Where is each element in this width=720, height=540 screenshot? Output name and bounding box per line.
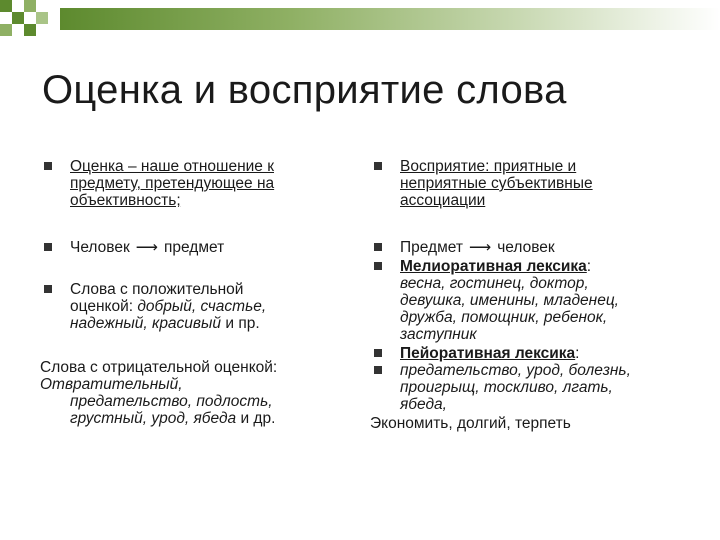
text-line: предательство, подлость, bbox=[70, 393, 273, 410]
text-line: предмету, претендующее на bbox=[70, 175, 275, 192]
text-line: Слова с отрицательной оценкой: bbox=[40, 359, 278, 376]
right-item-pejorative: Пейоративная лексика: bbox=[370, 345, 700, 362]
arrow-right-icon: ⟶ bbox=[135, 239, 158, 256]
left-negative-words bbox=[40, 359, 340, 427]
text-line: неприятные субъективные bbox=[400, 175, 593, 192]
text-line: заступник bbox=[400, 326, 477, 343]
text-line: дружба, помощник, ребенок, bbox=[400, 309, 608, 326]
text-line: предательство, урод, болезнь, bbox=[400, 362, 631, 379]
text-object: предмет bbox=[163, 239, 225, 256]
text-line: оценкой: добрый, счастье, bbox=[70, 298, 267, 315]
left-column bbox=[40, 158, 340, 427]
text-line: ябеда, bbox=[400, 396, 447, 413]
bullet-icon bbox=[374, 162, 382, 170]
page-title: Оценка и восприятие слова bbox=[42, 68, 567, 112]
bullet-icon bbox=[44, 162, 52, 170]
bullet-icon bbox=[374, 366, 382, 374]
text-line: весна, гостинец, доктор, bbox=[400, 275, 589, 292]
right-item-meliorative bbox=[370, 258, 700, 343]
text-line: грустный, урод, ябеда и др. bbox=[70, 410, 276, 427]
bullet-icon bbox=[374, 262, 382, 270]
text-line: девушка, именины, младенец, bbox=[400, 292, 619, 309]
text-line: Мелиоративная лексика: bbox=[400, 258, 592, 275]
left-item-evaluation bbox=[40, 158, 340, 209]
bullet-icon bbox=[374, 349, 382, 357]
text-line: ассоциации bbox=[400, 192, 486, 209]
right-column bbox=[370, 158, 700, 432]
header-gradient-bar bbox=[60, 8, 720, 30]
arrow-right-icon: ⟶ bbox=[468, 239, 492, 256]
bullet-icon bbox=[44, 243, 52, 251]
left-item-person-object bbox=[40, 239, 340, 256]
text-line: Отвратительный, bbox=[40, 376, 183, 393]
right-item-object-person bbox=[370, 239, 700, 256]
text-line: Оценка – наше отношение к bbox=[70, 158, 274, 175]
text-object: Предмет bbox=[400, 239, 463, 256]
bullet-icon bbox=[374, 243, 382, 251]
bullet-icon bbox=[44, 285, 52, 293]
corner-decoration bbox=[0, 0, 60, 40]
text-person: Человек bbox=[70, 239, 130, 256]
text-line: Восприятие: приятные и bbox=[400, 158, 577, 175]
right-last-line: Экономить, долгий, терпеть bbox=[370, 415, 571, 432]
text-line: проигрыщ, тоскливо, лгать, bbox=[400, 379, 613, 396]
right-item-pejorative-examples bbox=[370, 362, 700, 413]
text-person: человек bbox=[497, 239, 555, 256]
text-line: надежный, красивый и пр. bbox=[70, 315, 260, 332]
left-item-positive-words bbox=[40, 281, 340, 332]
right-item-perception bbox=[370, 158, 700, 209]
text-line: Слова с положительной bbox=[70, 281, 244, 298]
text-line: объективность; bbox=[70, 192, 181, 209]
